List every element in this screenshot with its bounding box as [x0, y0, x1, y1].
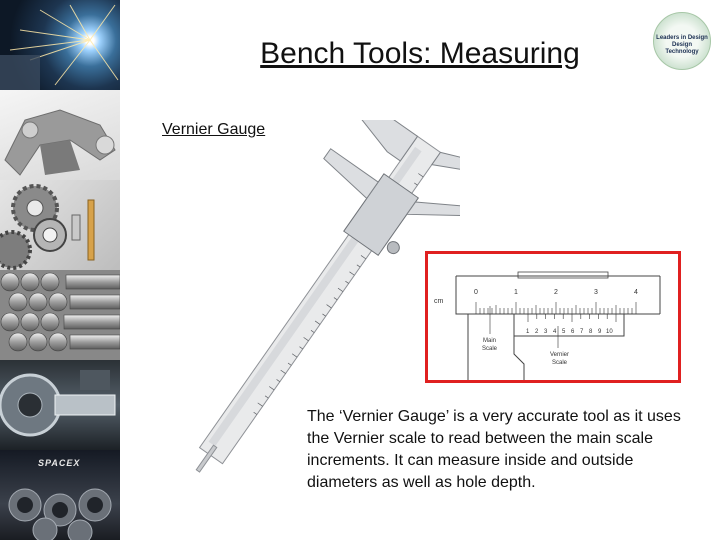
vernier-number-8: 8	[589, 329, 593, 335]
section-heading: Vernier Gauge	[162, 121, 266, 138]
welding-sparks-image	[0, 0, 120, 90]
rocket-engine-image	[0, 450, 120, 540]
vernier-scale-drawing	[428, 254, 678, 380]
lathe-chuck-image	[0, 360, 120, 450]
vernier-number-10: 10	[606, 329, 613, 335]
design-technology-logo	[653, 12, 711, 70]
left-image-strip	[0, 0, 120, 540]
vernier-number-3: 3	[544, 329, 548, 335]
main-number-0: 0	[474, 289, 478, 296]
spacex-logo: SPACEX	[38, 458, 81, 468]
main-number-2: 2	[554, 289, 558, 296]
vernier-number-7: 7	[580, 329, 584, 335]
vernier-number-5: 5	[562, 329, 566, 335]
main-scale-label-line1: Main	[483, 338, 497, 344]
gears-and-bearings-image	[0, 180, 120, 270]
description-text: The ‘Vernier Gauge’ is a very accurate tool as it uses the Vernier scale to read between the main scale increments. It can measure inside and outside diameters as well as hole depth.	[307, 408, 681, 491]
main-number-4: 4	[634, 289, 638, 296]
metal-bars-image	[0, 270, 120, 360]
vernier-number-2: 2	[535, 329, 539, 335]
vernier-number-1: 1	[526, 329, 530, 335]
slide-title: Bench Tools: Measuring	[260, 37, 580, 70]
main-number-1: 1	[514, 289, 518, 296]
main-scale-label-line2: Scale	[482, 346, 498, 352]
main-number-3: 3	[594, 289, 598, 296]
vernier-number-6: 6	[571, 329, 575, 335]
logo-text: Leaders in Design Design Technology	[656, 35, 708, 55]
unit-label: cm	[434, 298, 444, 305]
metal-bracket-image	[0, 90, 120, 180]
vernier-number-4: 4	[553, 329, 557, 335]
vernier-scale-diagram	[425, 251, 681, 383]
vernier-number-9: 9	[598, 329, 602, 335]
vernier-scale-label-line2: Scale	[552, 360, 568, 366]
vernier-scale-label-line1: Vernier	[550, 352, 570, 358]
